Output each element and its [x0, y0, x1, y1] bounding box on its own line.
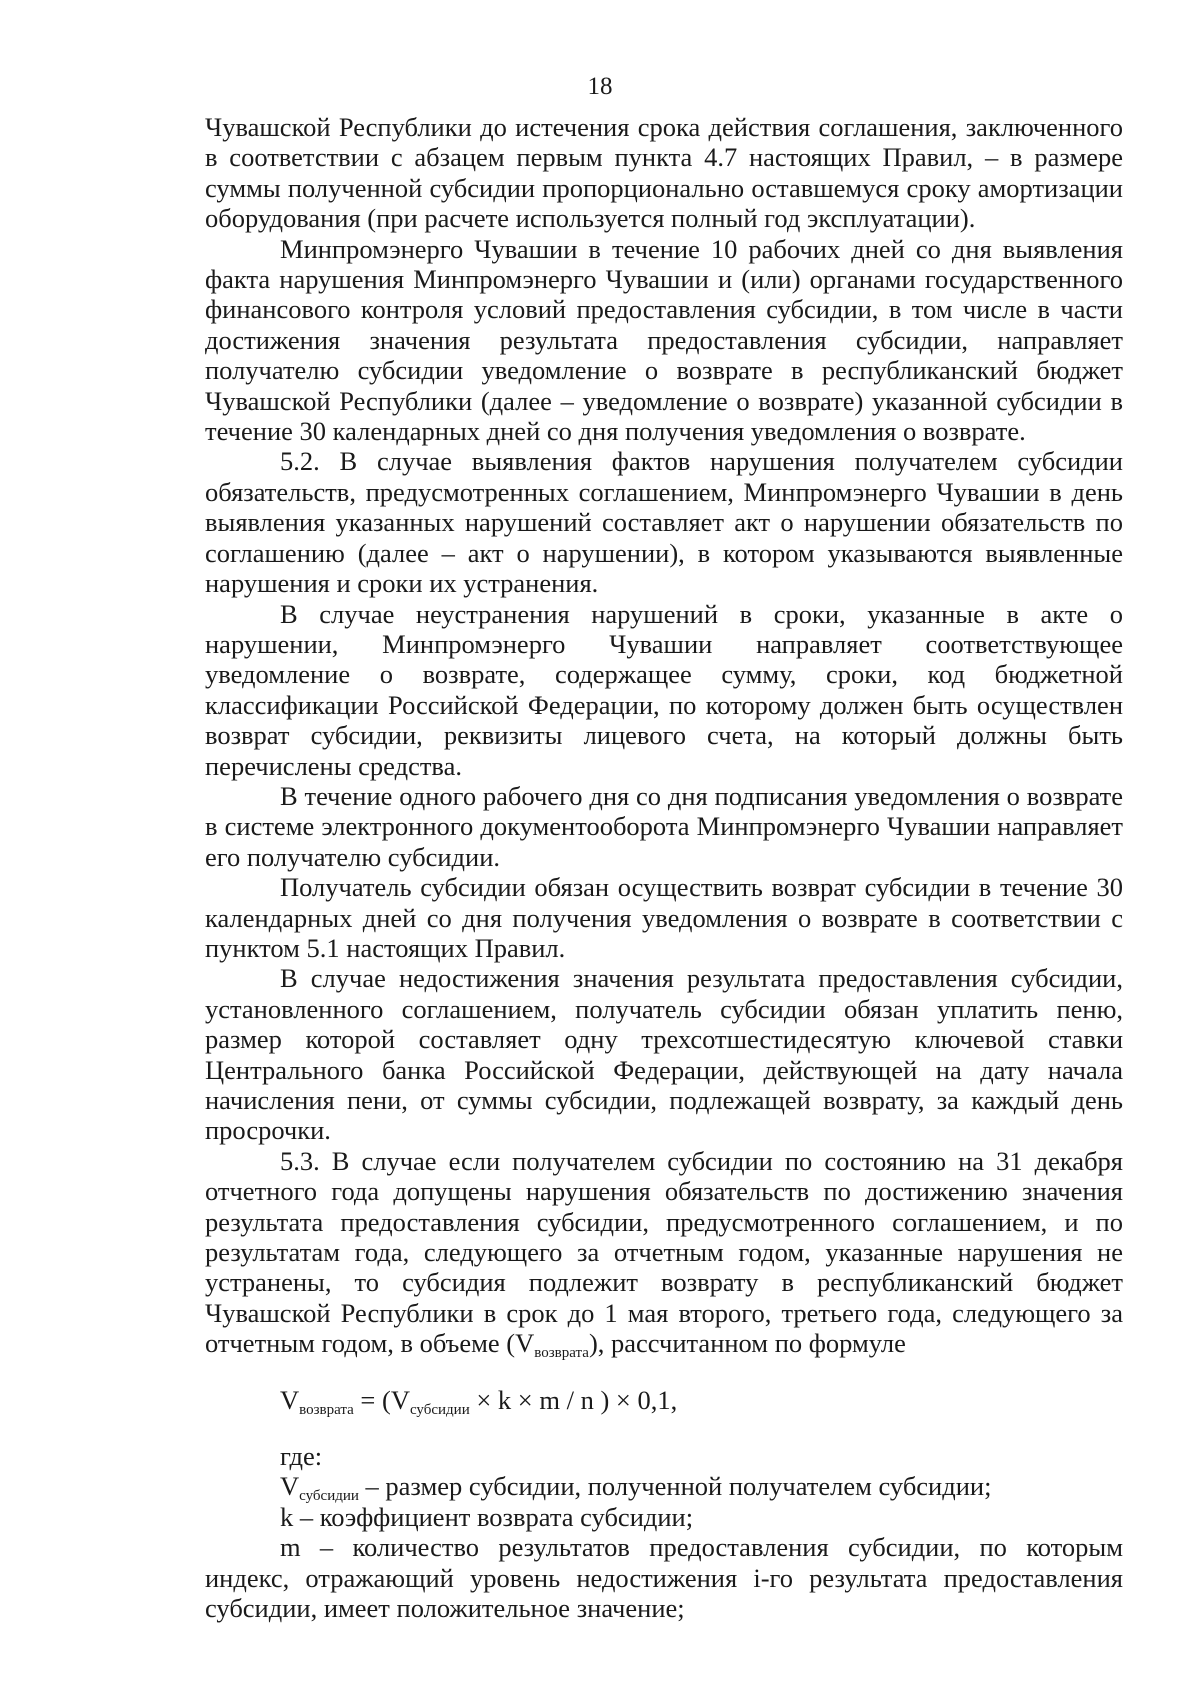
subscript: субсидии: [299, 1488, 359, 1505]
subscript: возврата: [534, 1345, 589, 1362]
subscript: субсидии: [409, 1401, 470, 1418]
paragraph: В случае недостижения значения результата предоставления субсидии, установленного соглашением, получатель субсидии обязан уплатить пеню, размер которой составляет одну трехсотшестидесятую ключевой ставки Центрального банка Российской Федерации, действующей на дату начала начисления пени, от суммы субсидии, подлежащей возврату, за каждый день просрочки.: [205, 963, 1123, 1146]
formula-symbol: V: [280, 1384, 300, 1415]
formula-part: = (V: [353, 1384, 410, 1415]
paragraph-text: 5.3. В случае если получателем субсидии по состоянию на 31 декабря отчетного года допущены нарушения обязательств по достижению значения результата предоставления субсидии, предусмотренного соглашением, и по результатам года, следующего за отчетным годом, указанные нарушения не устранены, то субсидия подлежит возврату в республиканский бюджет Чувашской Республики в срок до 1 мая второго, третьего года, следующего за отчетным годом, в объеме (V: [205, 1145, 1123, 1359]
definition-v-subsidy: [205, 1471, 1123, 1505]
paragraph-text: ), рассчитанном по формуле: [588, 1328, 906, 1359]
paragraph: В случае неустранения нарушений в сроки, указанные в акте о нарушении, Минпромэнерго Чувашии направляет соответствующее уведомление о возврате, содержащее сумму, сроки, код бюджетной классификации Российской Федерации, по которому должен быть осуществлен возврат субсидии, реквизиты лицевого счета, на который должны быть перечислены средства.: [205, 598, 1123, 781]
subscript: возврата: [299, 1401, 354, 1418]
formula-part: × k × m / n ) × 0,1,: [469, 1384, 678, 1415]
paragraph: Минпромэнерго Чувашии в течение 10 рабочих дней со дня выявления факта нарушения Минпромэнерго Чувашии и (или) органами государственного финансового контроля условий предоставления субсидии, в том числе в части достижения значения результата предоставления субсидии, направляет получателю субсидии уведомление о возврате в республиканский бюджет Чувашской Республики (далее – уведомление о возврате) указанной субсидии в течение 30 календарных дней со дня получения уведомления о возврате.: [205, 233, 1123, 447]
document-body: [205, 112, 1123, 1624]
paragraph: В течение одного рабочего дня со дня подписания уведомления о возврате в системе электронного документооборота Минпромэнерго Чувашии направляет его получателю субсидии.: [205, 780, 1123, 872]
paragraph: Чувашской Республики до истечения срока действия соглашения, заключенного в соответствии с абзацем первым пункта 4.7 настоящих Правил, – в размере суммы полученной субсидии пропорционально оставшемуся сроку амортизации оборудования (при расчете используется полный год эксплуатации).: [205, 112, 1123, 234]
where-label: где:: [280, 1441, 323, 1472]
paragraph-5-3: [205, 1145, 1123, 1362]
formula-symbol: V: [280, 1471, 300, 1502]
definition-m: m – количество результатов предоставления субсидии, по которым индекс, отражающий уровень недостижения i-го результата предоставления субсидии, имеет положительное значение;: [205, 1532, 1123, 1624]
page-number: 18: [587, 73, 613, 100]
paragraph-5-2: 5.2. В случае выявления фактов нарушения получателем субсидии обязательств, предусмотренных соглашением, Минпромэнерго Чувашии в день выявления указанных нарушений составляет акт о нарушении обязательств по соглашению (далее – акт о нарушении), в котором указываются выявленные нарушения и сроки их устранения.: [205, 446, 1123, 599]
definition-text: – размер субсидии, полученной получателем субсидии;: [358, 1471, 992, 1502]
paragraph: Получатель субсидии обязан осуществить возврат субсидии в течение 30 календарных дней со дня получения уведомления о возврате в соответствии с пунктом 5.1 настоящих Правил.: [205, 872, 1123, 963]
formula: [280, 1384, 1123, 1418]
definition-k: k – коэффициент возврата субсидии;: [280, 1501, 694, 1532]
